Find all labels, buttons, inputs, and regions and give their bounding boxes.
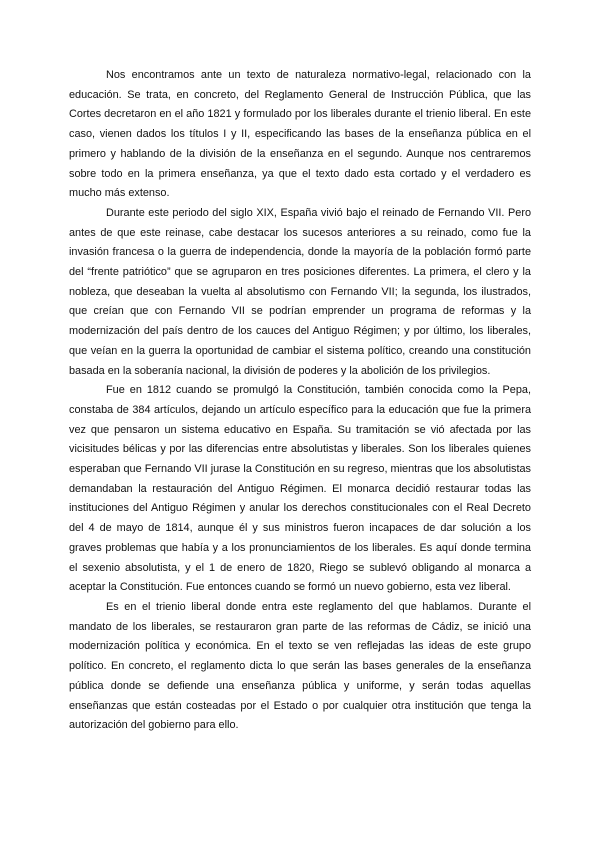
paragraph-3: Fue en 1812 cuando se promulgó la Constitución, también conocida como la Pepa, constaba de 384 artículos, dejando un artículo específico para la educación que fue la primera vez que pensaron un sistema educativo en España. Su tramitación se vió afectada por las vicisitudes bélicas y por las diferencias entre absolutistas y liberales. Son los liberales quienes esperaban que Fernando VII jurase la Constitución en su regreso, mientras que los absolutistas demandaban la restauración del Antiguo Régimen. El monarca decidió restaurar todas las instituciones del Antiguo Régimen y anular los derechos constitucionales con el Real Decreto del 4 de mayo de 1814, aunque él y sus ministros fueron incapaces de dar solución a los graves problemas que había y a los pronunciamientos de los liberales. Es aquí donde termina el sexenio absolutista, y el 1 de enero de 1820, Riego se sublevó obligando al monarca a aceptar la Constitución. Fue entonces cuando se formó un nuevo gobierno, esta vez liberal.	[69, 384, 531, 594]
paragraph-4: Es en el trienio liberal donde entra este reglamento del que hablamos. Durante el mandato de los liberales, se restauraron gran parte de las reformas de Cádiz, se inició una modernización política y económica. En el texto se ven reflejadas las ideas de este grupo político. En concreto, el reglamento dicta lo que serán las bases generales de la enseñanza pública donde se defiende una enseñanza pública y uniforme, y serán todas aquellas enseñanzas que están costeadas por el Estado o por cualquier otra institución que tenga la autorización del gobierno para ello.	[69, 600, 531, 732]
document-page	[69, 66, 531, 736]
paragraph-2: Durante este periodo del siglo XIX, España vivió bajo el reinado de Fernando VII. Pero antes de que este reinase, cabe destacar los sucesos anteriores a su reinado, como fue la invasión francesa o la guerra de independencia, donde la mayoría de la población formó parte del “frente patriótico” que se agruparon en tres posiciones diferentes. La primera, el clero y la nobleza, que deseaban la vuelta al absolutismo con Fernando VII; la segunda, los ilustrados, que creían que con Fernando VII se podrían emprender un programa de reformas y la modernización del país dentro de los cauces del Antiguo Régimen; y por último, los liberales, que veían en la guerra la oportunidad de cambiar el sistema político, creando una constitución basada en la soberanía nacional, la división de poderes y la abolición de los privilegios.	[69, 206, 531, 377]
paragraph-1: Nos encontramos ante un texto de naturaleza normativo-legal, relacionado con la educación. Se trata, en concreto, del Reglamento General de Instrucción Pública, que las Cortes decretaron en el año 1821 y formulado por los liberales durante el trienio liberal. En este caso, vienen dados los títulos I y II, especificando las bases de la enseñanza pública en el primero y hablando de la división de la enseñanza en el segundo. Aunque nos centraremos sobre todo en la primera enseñanza, ya que el texto dado esta cortado y el verdadero es mucho más extenso.	[69, 69, 531, 200]
